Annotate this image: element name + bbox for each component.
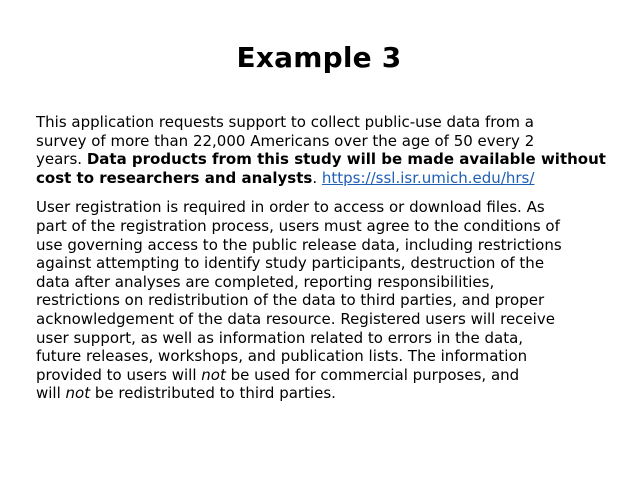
text-line: restrictions on redistribution of the data to third parties, and proper [36, 291, 545, 310]
text-line: acknowledgement of the data resource. Registered users will receive [36, 309, 555, 328]
text-line [36, 384, 608, 403]
text-line [36, 366, 608, 385]
paragraph-registration [36, 198, 608, 403]
text-line: data after analyses are completed, reporting responsibilities, [36, 272, 495, 291]
text-run: . [312, 168, 322, 187]
text-run: provided to users will [36, 365, 202, 384]
text-line: future releases, workshops, and publication lists. The information [36, 347, 528, 366]
slide-title: Example 3 [236, 41, 402, 74]
text-line: User registration is required in order to access or download files. As [36, 198, 545, 217]
paragraph-application [36, 113, 608, 187]
slide-body [36, 113, 608, 403]
text-run: be redistributed to third parties. [90, 384, 336, 403]
text-run: will [36, 384, 66, 403]
text-run: be used for commercial purposes, and [225, 365, 520, 384]
text-line: user support, as well as information related to errors in the data, [36, 328, 524, 347]
bold-text: cost to researchers and analysts [36, 168, 313, 187]
italic-text: not [201, 365, 226, 384]
text-line: use governing access to the public release data, including restrictions [36, 235, 562, 254]
text-line: against attempting to identify study participants, destruction of the [36, 254, 545, 273]
text-line [36, 169, 608, 188]
text-line: This application requests support to collect public-use data from a [36, 113, 534, 131]
text-run: years. [36, 150, 87, 169]
italic-text: not [65, 384, 91, 403]
bold-text: Data products from this study will be made available without [86, 150, 606, 169]
text-line: part of the registration process, users must agree to the conditions of [36, 216, 560, 235]
text-line [36, 150, 608, 169]
text-line: survey of more than 22,000 Americans over the age of 50 every 2 [36, 131, 535, 150]
hrs-link[interactable]: https://ssl.isr.umich.edu/hrs/ [321, 168, 535, 187]
